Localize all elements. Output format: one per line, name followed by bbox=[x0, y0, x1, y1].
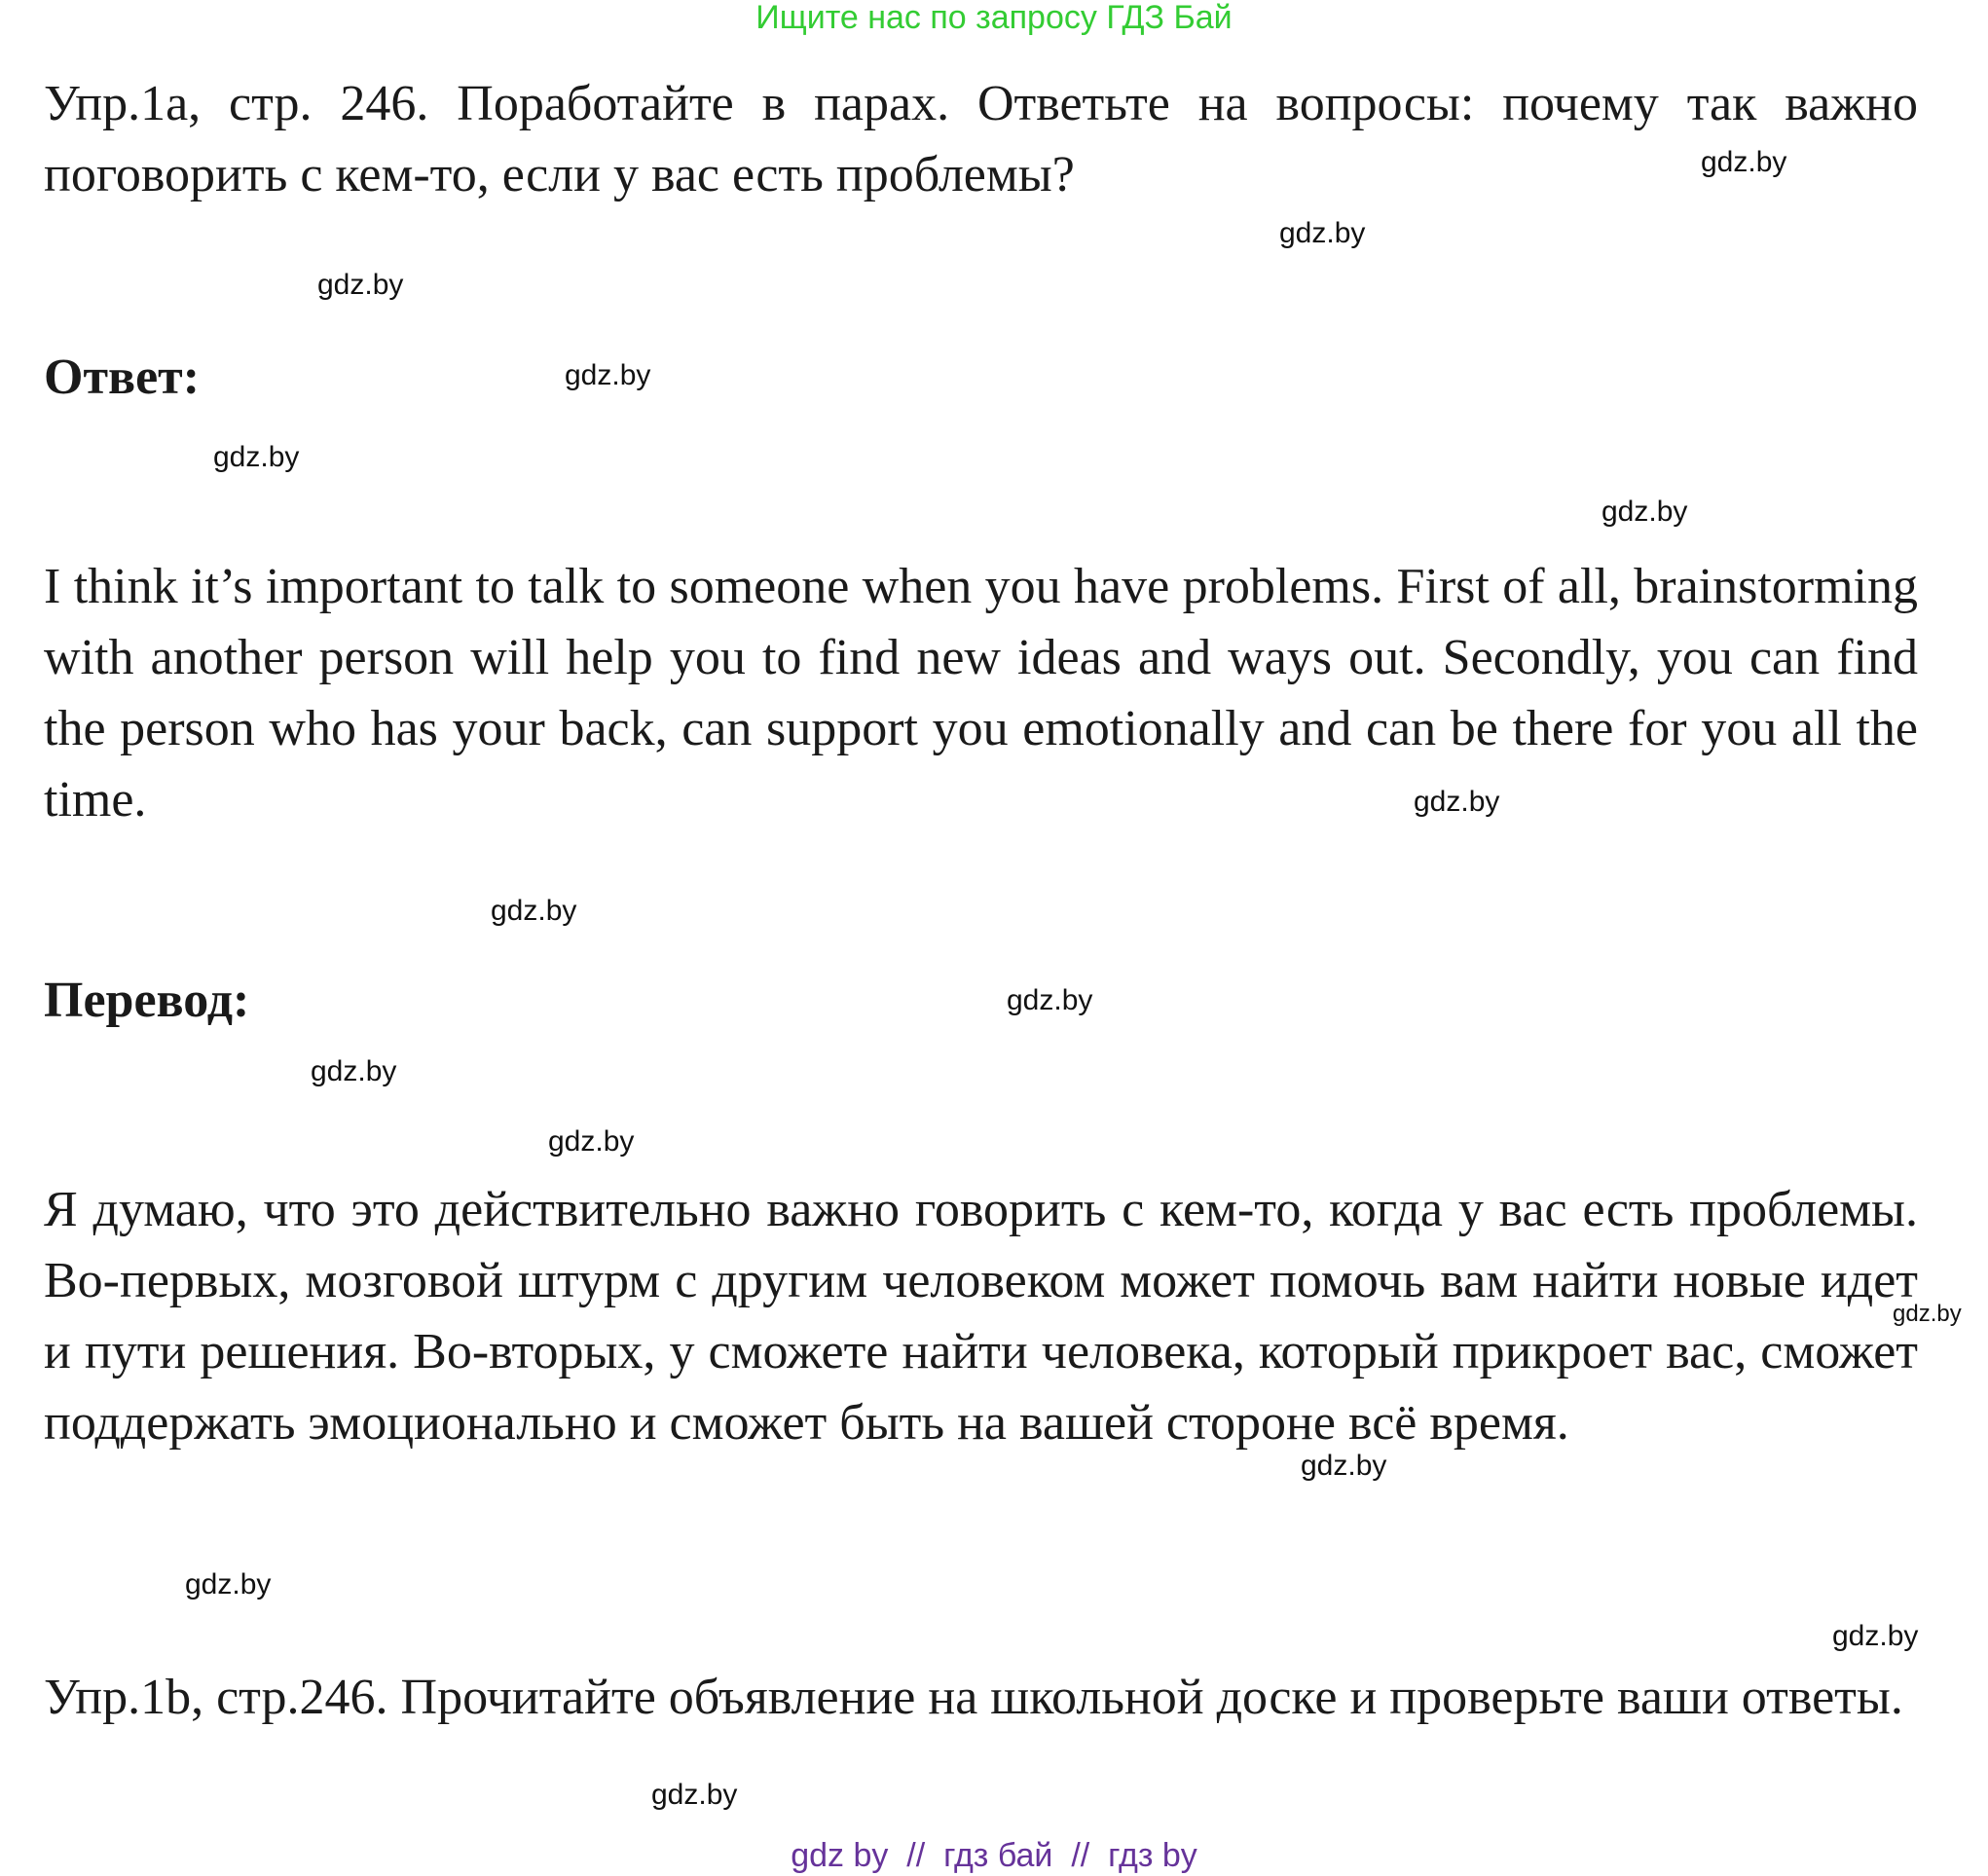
watermark: gdz.by bbox=[1601, 496, 1688, 528]
watermark: gdz.by bbox=[317, 269, 404, 301]
top-banner: Ищите нас по запросу ГДЗ Бай bbox=[755, 0, 1233, 36]
watermark: gdz.by bbox=[213, 441, 300, 473]
exercise-1b-text: Упр.1b, стр.246. Прочитайте объявление на школьной доске и проверьте ваши ответы. bbox=[44, 1670, 1903, 1725]
watermark: gdz.by bbox=[548, 1125, 635, 1158]
watermark: gdz.by bbox=[1701, 146, 1787, 178]
watermark: gdz.by bbox=[1279, 217, 1366, 249]
watermark: gdz.by bbox=[185, 1568, 272, 1600]
translation-text: Я думаю, что это действительно важно говорить с кем-то, когда у вас есть проблемы. Во-первых, мозговой штурм с другим человеком может помочь вам найти новые идет и пути решения. Во-вторых, у сможете найти человека, который прикроет вас, сможет поддержать эмоционально и сможет быть на вашей стороне всё время. bbox=[44, 1182, 1918, 1451]
watermark: gdz.by bbox=[565, 359, 651, 391]
watermark: gdz.by bbox=[311, 1055, 397, 1087]
exercise-1a-text: Упр.1a, стр. 246. Поработайте в парах. Ответьте на вопросы: почему так важно поговорить с кем-то, если у вас есть проблемы? bbox=[44, 76, 1918, 202]
answer-heading: Ответ: bbox=[44, 349, 201, 405]
footer-watermark: gdz by // гдз бай // гдз by bbox=[791, 1837, 1197, 1874]
watermark: gdz.by bbox=[1301, 1450, 1387, 1482]
watermark: gdz.by bbox=[1414, 786, 1500, 818]
watermark: gdz.by bbox=[1007, 984, 1093, 1016]
answer-text: I think it’s important to talk to someone when you have problems. First of all, brainstorming with another person will help you to find new ideas and ways out. Secondly, you can find the person who has your back, can support you emotionally and can be there for you all the time. bbox=[44, 559, 1918, 828]
watermark: gdz.by bbox=[1832, 1620, 1919, 1652]
watermark: gdz.by bbox=[1893, 1301, 1962, 1327]
watermark: gdz.by bbox=[651, 1779, 738, 1811]
translation-heading: Перевод: bbox=[44, 973, 250, 1028]
watermark: gdz.by bbox=[491, 895, 577, 927]
